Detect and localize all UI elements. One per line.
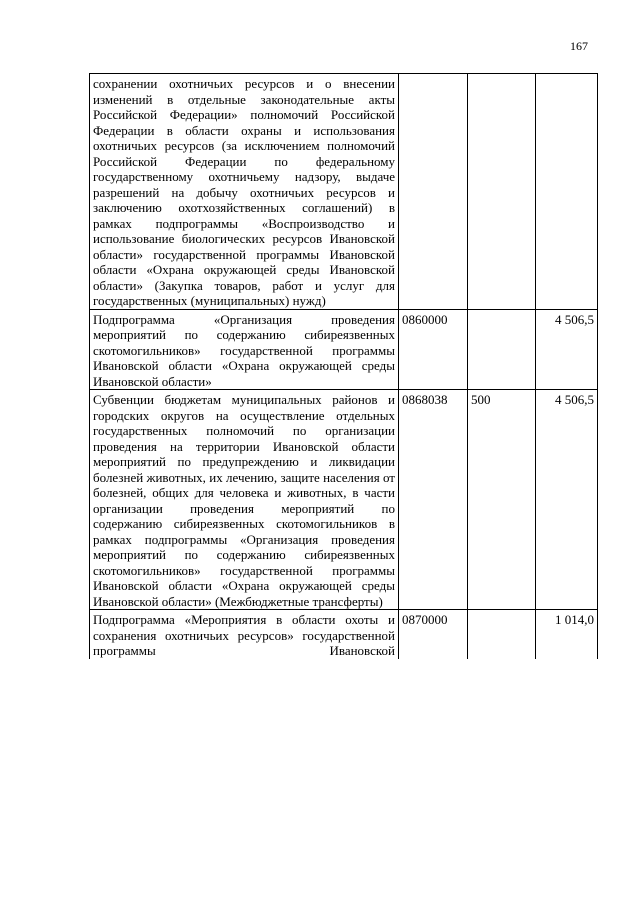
row-name-cell: Субвенции бюджетам муниципальных районов и городских округов на осуществление отдельных государственных полномочий по организации проведения на территории Ивановской области мероприятий по предупреждению и ликвидации болезней животных, их лечению, защите населения от болезней, общих для человека и животных, в части организации проведения мероприятий по содержанию сибиреязвенных скотомогильников в рамках подпрограммы «Организация проведения мероприятий по содержанию сибиреязвенных скотомогильников» государственной программы Ивановской области «Охрана окружающей среды Ивановской области» (Межбюджетные трансферты)	[90, 390, 399, 610]
table-row	[90, 74, 598, 310]
sum-cell	[536, 74, 598, 310]
target-code-cell	[399, 74, 468, 310]
table-row	[90, 390, 598, 610]
target-code-cell: 0868038	[399, 390, 468, 610]
sum-cell: 4 506,5	[536, 309, 598, 390]
expense-type-cell: 500	[468, 390, 536, 610]
table-row	[90, 610, 598, 659]
expense-type-cell	[468, 309, 536, 390]
table-row	[90, 309, 598, 390]
row-name-cell: сохранении охотничьих ресурсов и о внесении изменений в отдельные законодательные акты Российской Федерации» полномочий Российской Федерации в области охраны и использования охотничьих ресурсов (за исключением полномочий Российской Федерации по федеральному государственному охотничьему надзору, выдаче разрешений на добычу охотничьих ресурсов и заключению охотхозяйственных соглашений) в рамках подпрограммы «Воспроизводство и использование биологических ресурсов Ивановской области» государственной программы Ивановской области «Охрана окружающей среды Ивановской области» (Закупка товаров, работ и услуг для государственных (муниципальных) нужд)	[90, 74, 399, 310]
sum-cell: 4 506,5	[536, 390, 598, 610]
expense-type-cell	[468, 74, 536, 310]
page-number: 167	[570, 39, 588, 53]
expense-type-cell	[468, 610, 536, 659]
target-code-cell: 0860000	[399, 309, 468, 390]
sum-cell: 1 014,0	[536, 610, 598, 659]
row-name-cell: Подпрограмма «Организация проведения мероприятий по содержанию сибиреязвенных скотомогильников» государственной программы Ивановской области «Охрана окружающей среды Ивановской области»	[90, 309, 399, 390]
row-name-cell: Подпрограмма «Мероприятия в области охоты и сохранения охотничьих ресурсов» государственной программы Ивановской	[90, 610, 399, 659]
budget-table	[89, 73, 598, 659]
target-code-cell: 0870000	[399, 610, 468, 659]
